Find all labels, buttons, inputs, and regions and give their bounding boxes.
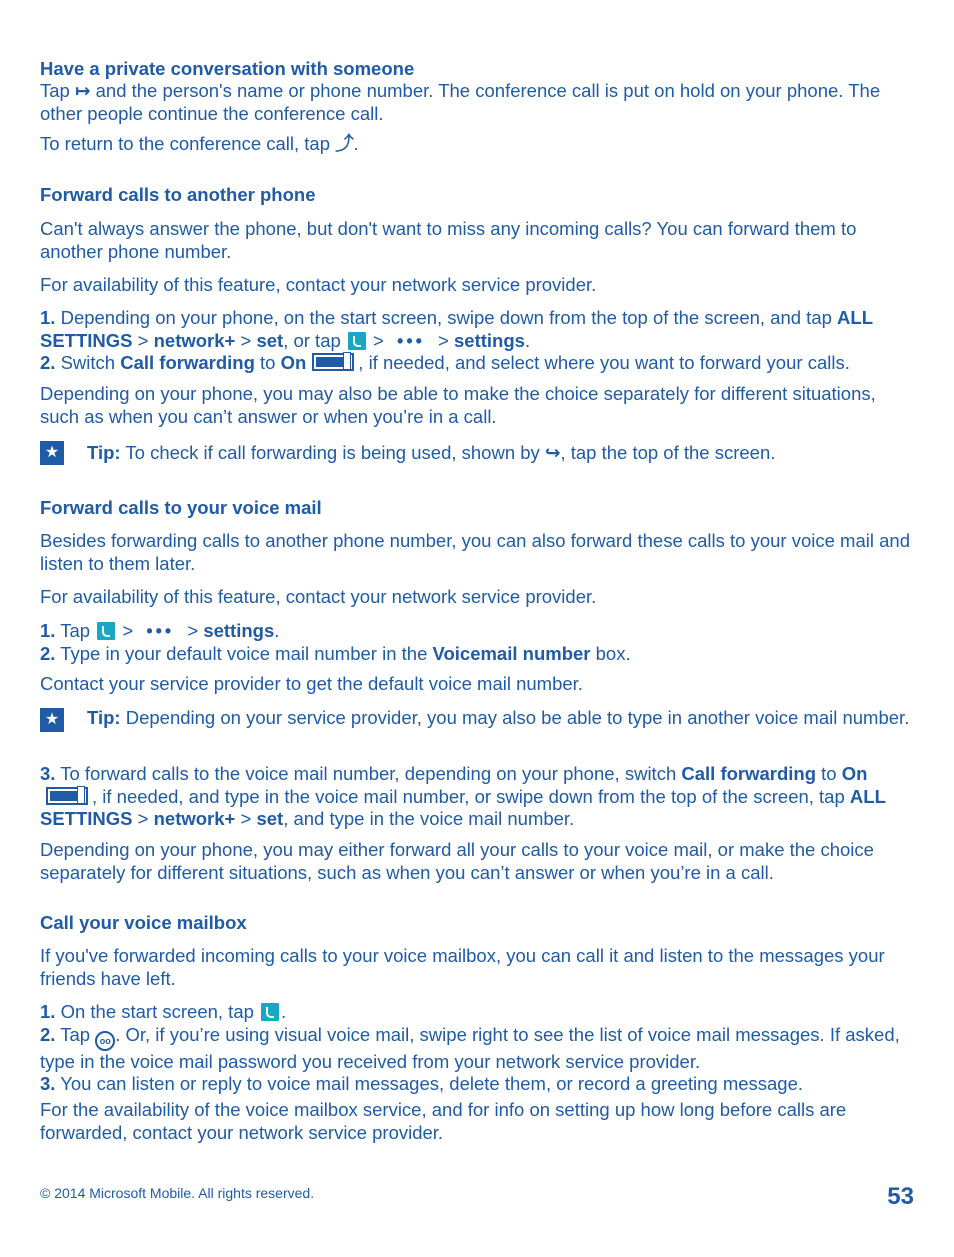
paragraph: Besides forwarding calls to another phone number, you can also forward these calls to your voice mail and listen to them later. (40, 530, 910, 574)
step-list (40, 763, 918, 831)
paragraph: For availability of this feature, contact your network service provider. (40, 274, 597, 295)
phone-tile-icon (261, 1003, 279, 1021)
tip-star-icon: ★ (40, 441, 64, 465)
step-item: 1. Tap > ••• > settings. (40, 620, 280, 641)
tip-text: Tip: To check if call forwarding is being used, shown by ↪, tap the top of the screen. (87, 442, 776, 463)
tip-text: Tip: Depending on your service provider, you may also be able to type in another voice mail number. (87, 707, 910, 728)
step-item: 1. On the start screen, tap . (40, 1001, 287, 1022)
paragraph: Depending on your phone, you may either forward all your calls to your voice mail, or make the choice separately for different situations, such as when you can’t answer or when you’re in a call. (40, 839, 874, 883)
toggle-on-icon (46, 787, 88, 805)
page-number: 53 (887, 1183, 914, 1210)
step-item: 1. Depending on your phone, on the start screen, swipe down from the top of the screen, and tap ALL SETTINGS > network+ > set, or tap > ••• > settings. (40, 307, 873, 351)
step-item: 3. You can listen or reply to voice mail messages, delete them, or record a greeting message. (40, 1073, 804, 1095)
step-item: 2. Tap oo . Or, if you’re using visual voice mail, swipe right to see the list of voice mail messages. If asked, type in the voice mail password you received from your network service provider. (40, 1023, 900, 1072)
heading-forward-another-phone: Forward calls to another phone (40, 184, 316, 205)
call-forward-icon: ↪ (544, 442, 561, 463)
paragraph: Can't always answer the phone, but don't want to miss any incoming calls? You can forward them to another phone number. (40, 218, 857, 262)
heading-private-conversation: Have a private conversation with someone (40, 58, 415, 79)
merge-call-icon: ⤴ (335, 133, 354, 154)
private-call-icon: ↦ (74, 80, 91, 101)
phone-tile-icon (348, 332, 366, 350)
more-dots-icon: ••• (397, 330, 425, 351)
heading-call-voice-mailbox: Call your voice mailbox (40, 912, 247, 933)
more-dots-icon: ••• (146, 621, 175, 641)
paragraph: If you've forwarded incoming calls to your voice mailbox, you can call it and listen to the messages your friends have left. (40, 945, 885, 989)
step-list (40, 1001, 918, 1096)
heading-forward-voice-mail: Forward calls to your voice mail (40, 497, 322, 518)
step-item: 2. Switch Call forwarding to On , if needed, and select where you want to forward your calls. (40, 352, 850, 374)
phone-tile-icon (97, 622, 115, 640)
paragraph: For the availability of the voice mailbox service, and for info on setting up how long before calls are forwarded, contact your network service provider. (40, 1099, 847, 1143)
step-list (40, 620, 918, 665)
paragraph: For availability of this feature, contact your network service provider. (40, 586, 597, 607)
step-item: 2. Type in your default voice mail number in the Voicemail number box. (40, 642, 631, 664)
voicemail-icon: oo (95, 1031, 115, 1051)
paragraph: Tap ↦ and the person's name or phone number. The conference call is put on hold on your phone. The other people continue the conference call. (40, 80, 881, 124)
step-list (40, 307, 918, 375)
tip-star-icon: ★ (40, 708, 64, 732)
toggle-on-icon (312, 353, 354, 371)
step-item: 3. To forward calls to the voice mail number, depending on your phone, switch Call forwarding to On , if needed, and type in the voice mail number, or swipe down from the top of the screen, tap ALL SETTINGS > network+ > set, and type in the voice mail number. (40, 763, 886, 830)
paragraph: To return to the conference call, tap ⤴. (40, 133, 359, 154)
paragraph: Contact your service provider to get the default voice mail number. (40, 673, 583, 694)
paragraph: Depending on your phone, you may also be able to make the choice separately for different situations, such as when you can’t answer or when you’re in a call. (40, 383, 876, 427)
copyright-notice: © 2014 Microsoft Mobile. All rights reserved. (40, 1185, 315, 1201)
